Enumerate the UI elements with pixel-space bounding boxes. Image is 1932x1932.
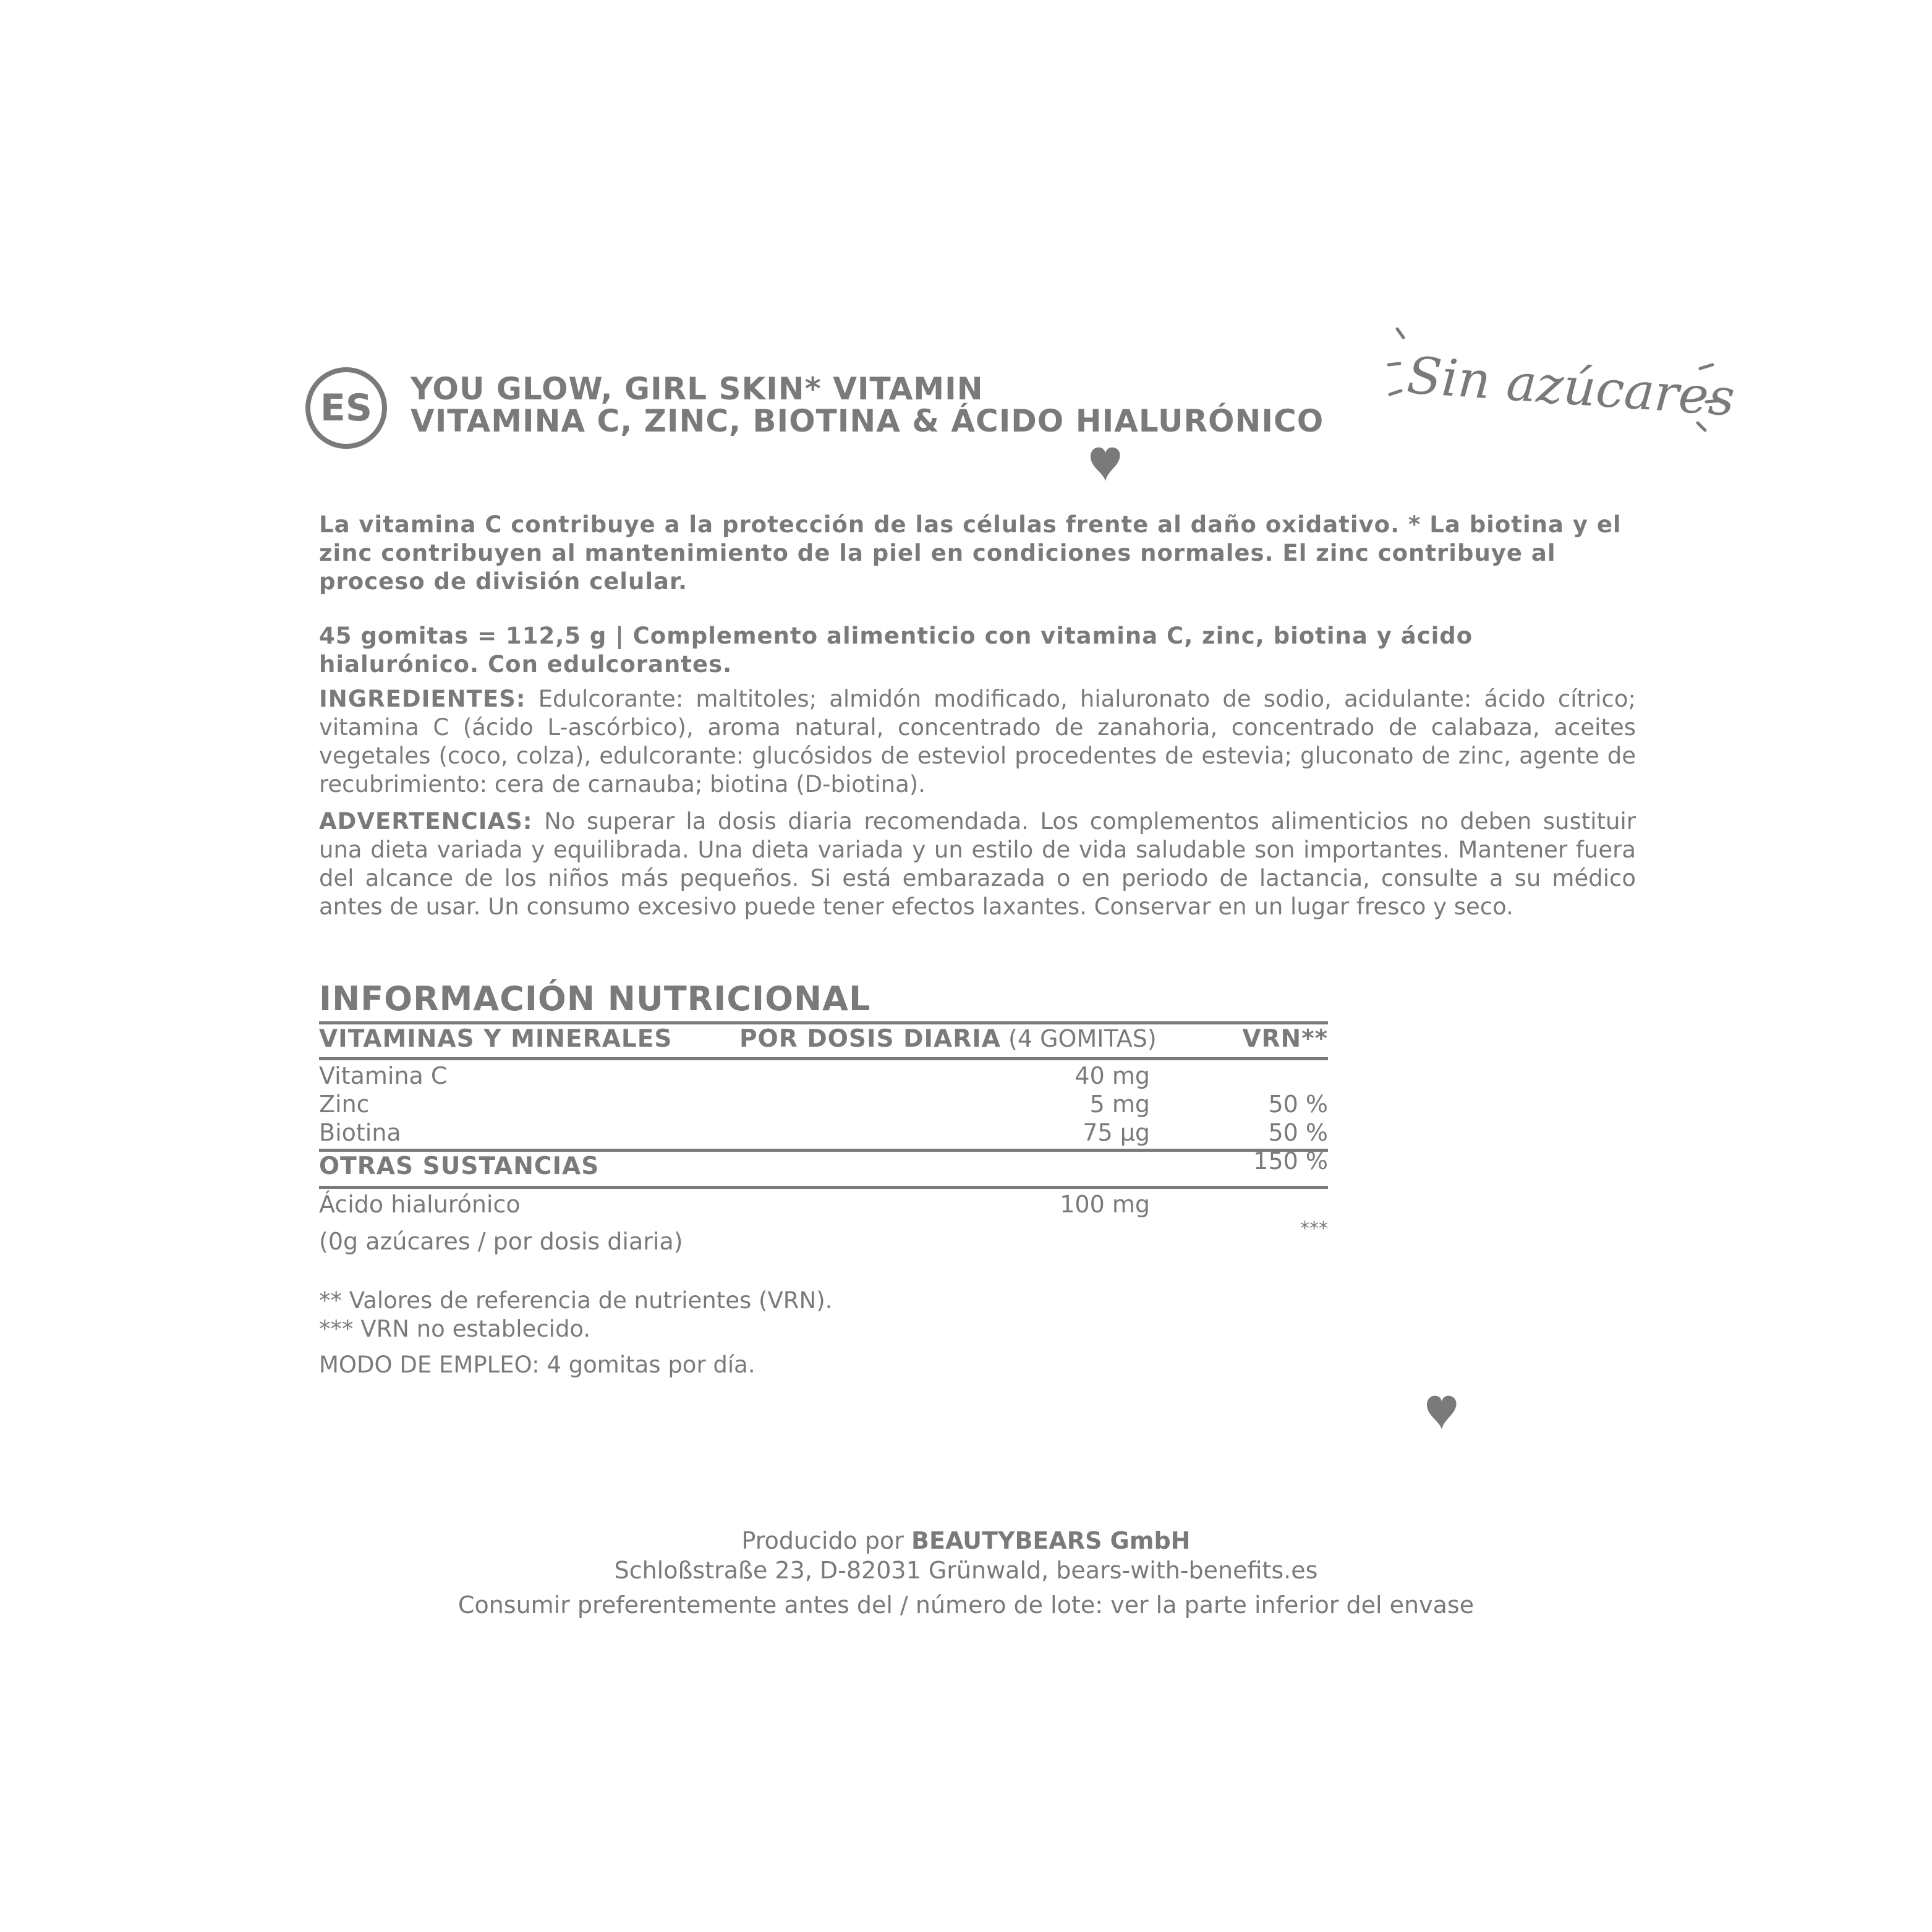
vrn-footnote: ** Valores de referencia de nutrientes (VRN). <box>319 1287 833 1314</box>
col-header-vrn: VRN** <box>1242 1025 1328 1053</box>
product-title: YOU GLOW, GIRL SKIN* VITAMIN <box>411 371 984 407</box>
row-biotin-amount: 75 µg <box>1083 1119 1150 1146</box>
address-line: Schloßstraße 23, D-82031 Grünwald, bears-with-benefits.es <box>614 1557 1318 1584</box>
warnings-label: ADVERTENCIAS: <box>319 808 533 835</box>
ingredients-label: INGREDIENTES: <box>319 686 526 712</box>
product-subtitle: VITAMINA C, ZINC, BIOTINA & ÁCIDO HIALURÓNICO <box>411 403 1324 439</box>
row-zinc-vrn: 50 % <box>1268 1119 1328 1146</box>
row-hyaluronic-amount: 100 mg <box>1060 1191 1150 1218</box>
best-before-line: Consumir preferentemente antes del / número de lote: ver la parte inferior del envase <box>457 1591 1475 1619</box>
table-rule <box>319 1021 1328 1024</box>
usage-instructions: MODO DE EMPLEO: 4 gomitas por día. <box>319 1351 755 1378</box>
row-biotin-name: Biotina <box>319 1119 401 1146</box>
language-badge <box>305 367 387 449</box>
producer-line <box>0 1527 1932 1554</box>
company-name: BEAUTYBEARS GmbH <box>911 1527 1191 1554</box>
row-hyaluronic-name: Ácido hialurónico <box>319 1191 521 1218</box>
other-substances-header: OTRAS SUSTANCIAS <box>319 1152 600 1180</box>
row-zinc-amount: 5 mg <box>1089 1091 1150 1118</box>
col-header-dose-light: (4 GOMITAS) <box>1000 1025 1157 1052</box>
health-claims: La vitamina C contribuye a la protección de las células frente al daño oxidativo. * La biotina y el zinc contribuyen al mantenimiento de la piel en condiciones normales. El zinc contribuye al proceso de división celular. <box>319 511 1622 595</box>
ingredients-section <box>319 685 1636 799</box>
row-hyaluronic-vrn: *** <box>1300 1218 1328 1240</box>
produced-by-text: Producido por <box>741 1527 912 1554</box>
table-rule <box>319 1186 1328 1189</box>
package-description: 45 gomitas = 112,5 g | Complemento alimenticio con vitamina C, zinc, biotina y ácido hialurónico. Con edulcorantes. <box>319 623 1473 678</box>
row-vitamin-c-vrn: 50 % <box>1268 1091 1328 1118</box>
col-header-vitamins: VITAMINAS Y MINERALES <box>319 1025 673 1053</box>
sugar-free-text: Sin azúcares <box>1405 346 1737 428</box>
col-header-dose <box>739 1025 1157 1053</box>
col-header-dose-bold: POR DOSIS DIARIA <box>739 1025 1001 1053</box>
row-biotin-vrn: 150 % <box>1253 1147 1328 1175</box>
row-vitamin-c-amount: 40 mg <box>1075 1062 1150 1089</box>
table-rule <box>319 1149 1328 1152</box>
vrn-not-set-footnote: *** VRN no establecido. <box>319 1316 591 1342</box>
ingredients-text: Edulcorante: maltitoles; almidón modificado, hialuronato de sodio, acidulante: ácido cítrico; vitamina C (ácido L-ascórbico), aroma natural, concentrado de zanahoria, concentrado de calabaza, aceites vegetales (coco, colza), edulcorante: glucósidos de esteviol procedentes de estevia; gluconato de zinc, agente de recubrimiento: cera de carnauba; biotina (D-biotina). <box>319 686 1636 798</box>
warnings-section <box>319 807 1636 921</box>
warnings-text: No superar la dosis diaria recomendada. Los complementos alimenticios no deben sustituir una dieta variada y equilibrada. Una dieta variada y un estilo de vida saludable son importantes. Mantener fuera del alcance de los niños más pequeños. Si está embarazada o en periodo de lactancia, consulte a su médico antes de usar. Un consumo excesivo puede tener efectos laxantes. Conservar en un lugar fresco y seco. <box>319 808 1636 920</box>
heart-icon <box>1088 445 1123 482</box>
heart-icon <box>1424 1394 1459 1431</box>
language-code: ES <box>320 386 373 430</box>
table-rule <box>319 1057 1328 1060</box>
row-vitamin-c-name: Vitamina C <box>319 1062 448 1089</box>
nutrition-title: INFORMACIÓN NUTRICIONAL <box>319 979 871 1018</box>
sugar-note: (0g azúcares / por dosis diaria) <box>319 1228 683 1255</box>
sugar-free-badge <box>1385 321 1737 445</box>
row-zinc-name: Zinc <box>319 1091 370 1118</box>
